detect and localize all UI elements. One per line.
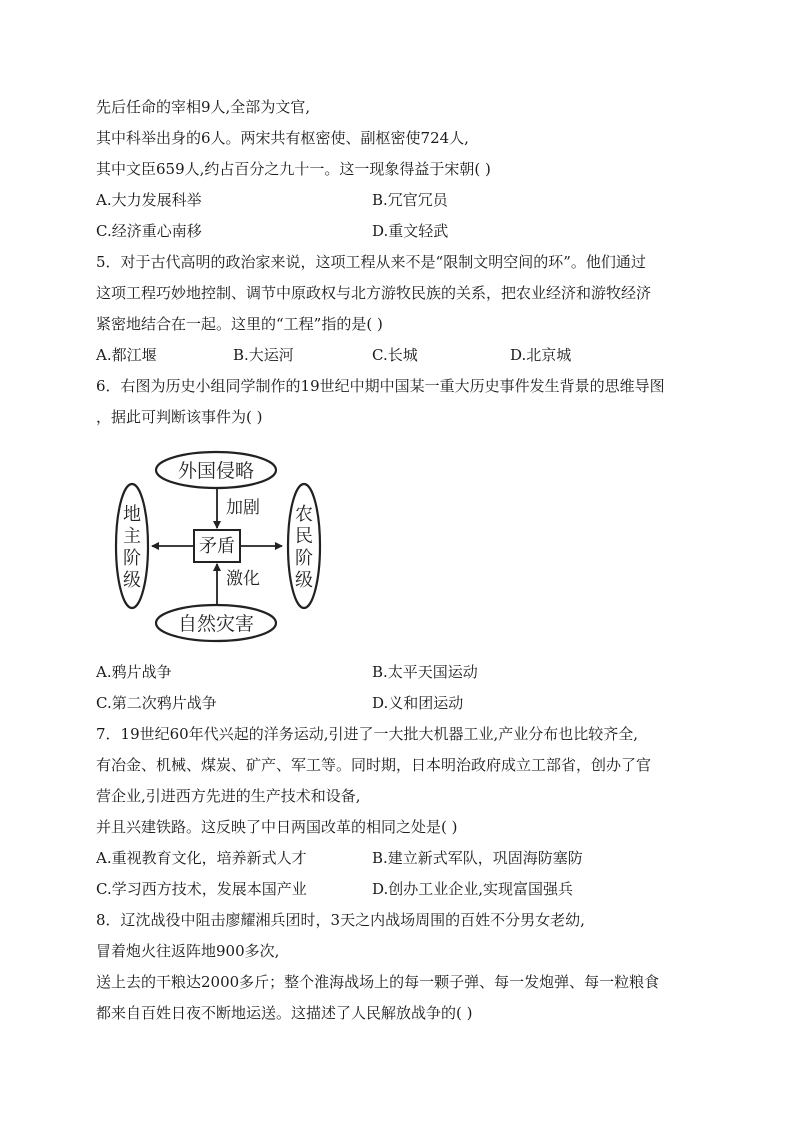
- q6-line-1: 6．右图为历史小组同学制作的19世纪中期中国某一重大历史事件发生背景的思维导图: [96, 377, 665, 395]
- q4-line-2: 其中科举出身的6人。两宋共有枢密使、副枢密使724人,: [96, 129, 469, 147]
- arrow-bottom-label: 激化: [226, 569, 260, 589]
- diagram-center-label: 矛盾: [199, 536, 235, 557]
- q4-option-b: B.冗官冗员: [372, 191, 448, 209]
- q4-line-1: 先后任命的宰相9人,全部为文官,: [96, 98, 311, 116]
- diagram-right-label: [295, 504, 313, 591]
- q5-option-b: B.大运河: [233, 346, 294, 364]
- diagram-left-char-2: 主: [123, 526, 141, 547]
- q7-option-d: D.创办工业企业,实现富国强兵: [372, 880, 574, 898]
- q7-line-2: 有冶金、机械、煤炭、矿产、军工等。同时期，日本明治政府成立工部省，创办了官: [96, 756, 652, 774]
- q4-line-3: 其中文臣659人,约占百分之九十一。这一现象得益于宋朝( ): [96, 160, 491, 178]
- q8-line-1: 8．辽沈战役中阻击廖耀湘兵团时，3天之内战场周围的百姓不分男女老幼,: [96, 911, 585, 929]
- q8-line-2: 冒着炮火往返阵地900多次,: [96, 942, 280, 960]
- q8-line-4: 都来自百姓日夜不断地运送。这描述了人民解放战争的( ): [96, 1004, 473, 1022]
- diagram-left-char-1: 地: [123, 504, 141, 525]
- q7-option-c: C.学习西方技术，发展本国产业: [96, 880, 307, 898]
- q4-option-a: A.大力发展科举: [96, 191, 202, 209]
- q4-option-d: D.重文轻武: [372, 222, 449, 240]
- q7-line-4: 并且兴建铁路。这反映了中日两国改革的相同之处是( ): [96, 818, 458, 836]
- diagram-right-char-3: 阶: [295, 548, 313, 569]
- arrow-top-label: 加剧: [226, 498, 260, 518]
- q5-option-d: D.北京城: [510, 346, 572, 364]
- diagram-right-char-4: 级: [295, 570, 313, 591]
- q5-option-a: A.都江堰: [96, 346, 157, 364]
- q7-option-b: B.建立新式军队，巩固海防塞防: [372, 849, 583, 867]
- diagram-right-char-2: 民: [295, 526, 313, 547]
- q7-line-1: 7．19世纪60年代兴起的洋务运动,引进了一大批大机器工业,产业分布也比较齐全,: [96, 725, 639, 743]
- mind-map-diagram: [110, 446, 322, 644]
- q6-option-b: B.太平天国运动: [372, 663, 478, 681]
- q6-option-a: A.鸦片战争: [96, 663, 172, 681]
- q5-line-3: 紧密地结合在一起。这里的“工程”指的是( ): [96, 315, 383, 333]
- q6-option-d: D.义和团运动: [372, 694, 464, 712]
- diagram-left-char-4: 级: [123, 570, 141, 591]
- q4-option-c: C.经济重心南移: [96, 222, 202, 240]
- q8-line-3: 送上去的干粮达2000多斤；整个淮海战场上的每一颗子弹、每一发炮弹、每一粒粮食: [96, 973, 660, 991]
- q6-option-c: C.第二次鸦片战争: [96, 694, 217, 712]
- q7-option-a: A.重视教育文化，培养新式人才: [96, 849, 307, 867]
- q5-line-2: 这项工程巧妙地控制、调节中原政权与北方游牧民族的关系，把农业经济和游牧经济: [96, 284, 652, 302]
- q5-option-c: C.长城: [372, 346, 418, 364]
- diagram-right-char-1: 农: [295, 504, 313, 525]
- q5-line-1: 5．对于古代高明的政治家来说，这项工程从来不是“限制文明空间的环”。他们通过: [96, 253, 646, 271]
- diagram-left-label: [123, 504, 141, 591]
- diagram-left-char-3: 阶: [123, 548, 141, 569]
- q7-line-3: 营企业,引进西方先进的生产技术和设备,: [96, 787, 361, 805]
- q6-line-2: ，据此可判断该事件为( ): [96, 408, 263, 426]
- diagram-top-label: 外国侵略: [177, 460, 255, 482]
- diagram-bottom-label: 自然灾害: [177, 613, 255, 635]
